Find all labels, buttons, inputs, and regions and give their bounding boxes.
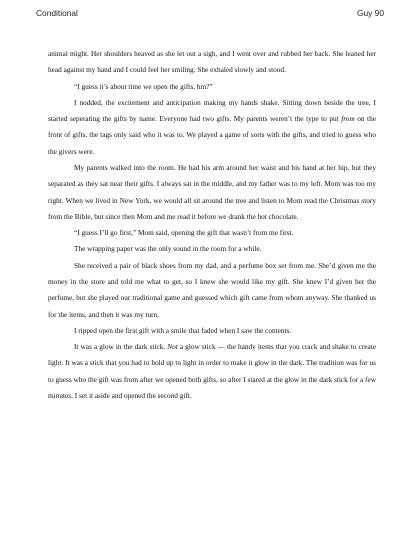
page-header xyxy=(36,8,384,22)
manuscript-body xyxy=(48,46,376,404)
emphasized-word: Not xyxy=(167,342,178,352)
paragraph: I nodded, the excitement and anticipation making my hands shake. Sitting down beside the tree, I started seperating the gifts by name. Everyone had two gifts. My parents weren’t the type to put from on the front of gifts, the tags only said who it was to. We played a game of sorts with the gifts, and tried to guess who the givers were. xyxy=(48,97,376,156)
paragraph: “I guess it’s about time we open the gifts, hm?” xyxy=(74,81,213,91)
paragraph: animal might. Her shoulders heaved as she let out a sigh, and I went over and rubbed her back. She leaned her head against my hand and I could feel her smiling. She exhaled slowly and stood. xyxy=(48,49,376,75)
paragraph: My parents walked into the room. He had his arm around her waist and his hand at her hip, but they separated as they sat near their gifts. I always sat in the middle, and my father was to my left. Mom was too my right. When we lived in New York, we would all sit around the tree and listen to Mom read the Christmas story from the Bible, but since then Mom and me read it before we drank the hot chocolate. xyxy=(48,162,376,221)
emphasized-word: from xyxy=(341,114,355,124)
paragraph: I ripped open the first gift with a smile that faded when I saw the contents. xyxy=(74,325,292,335)
paragraph: The wrapping paper was the only sound in the room for a while. xyxy=(74,244,262,254)
paragraph: It was a glow in the dark stick. Not a glow stick — the handy items that you crack and shake to create light. It was a stick that you had to hold up to light in order to make it glow in the dark. The tradition was for us to guess who the gift was from after we opened both gifts, so after I stared at the glow in the dark stick for a few minutes, I set it aside and opened the second gift. xyxy=(48,342,376,400)
paragraph: “I guess I’ll go first,” Mom said, opening the gift that wasn’t from me first. xyxy=(74,228,294,238)
running-title: Conditional xyxy=(36,8,78,18)
author-page-number: Guy 90 xyxy=(356,8,384,18)
paragraph: She received a pair of black shoes from my dad, and a perfume box set from me. She’d given me the money in the store and told me what to get, so I knew she would like my gift. She knew I’d given her the perfume, but she played our traditional game and guessed which gift came from whom anyway. She thanked us for the items, and then it was my turn. xyxy=(48,260,376,319)
